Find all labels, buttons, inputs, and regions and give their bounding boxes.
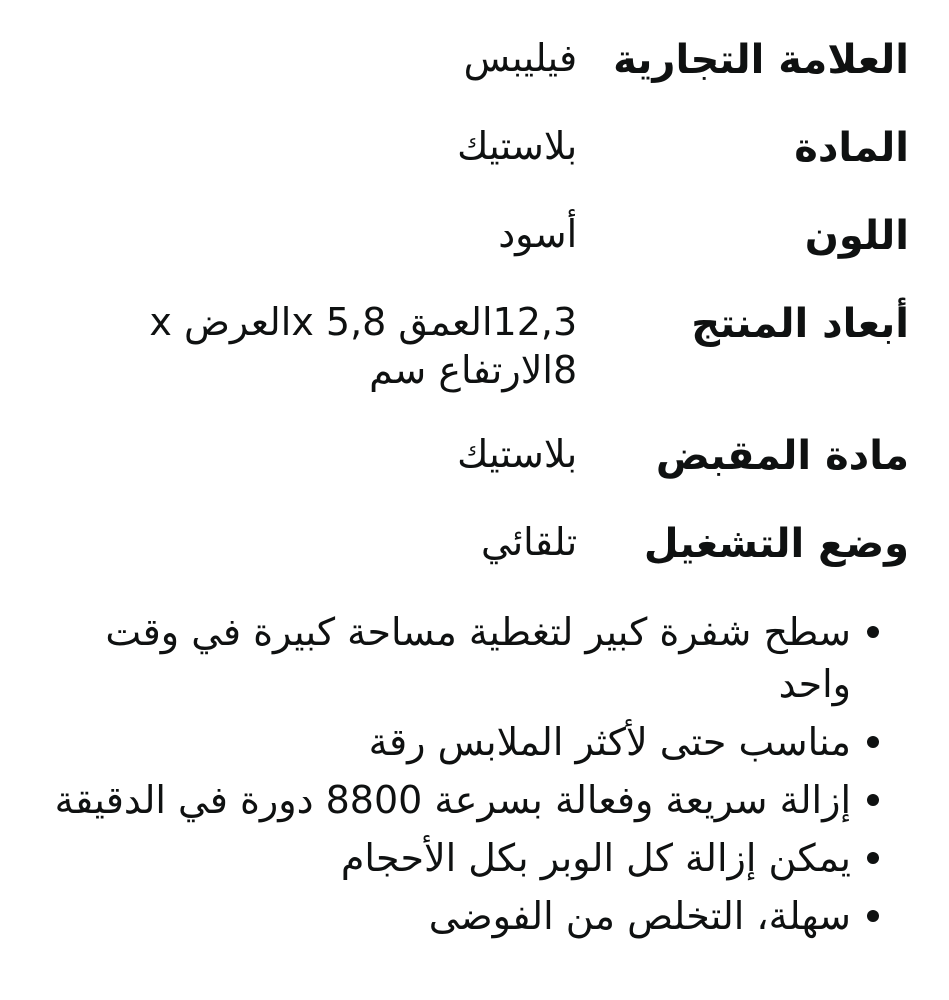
spec-key: العلامة التجارية xyxy=(613,37,909,83)
bullet-text: يمكن إزالة كل الوبر بكل الأحجام xyxy=(340,836,851,880)
bullet-dot-icon xyxy=(867,626,879,638)
spec-key: أبعاد المنتج xyxy=(691,301,909,347)
bullet-text: سطح شفرة كبير لتغطية مساحة كبيرة في وقت واحد xyxy=(105,610,851,706)
spec-value: تلقائي xyxy=(480,520,578,564)
spec-value: بلاستيك xyxy=(457,124,578,168)
spec-value: بلاستيك xyxy=(457,432,578,476)
list-item xyxy=(40,832,879,884)
list-item xyxy=(40,606,879,710)
spec-row-brand xyxy=(107,20,909,106)
feature-bullet-list xyxy=(40,606,909,942)
bullet-dot-icon xyxy=(867,852,879,864)
spec-row-material xyxy=(107,106,909,194)
spec-row-dimensions xyxy=(107,282,909,414)
list-item xyxy=(40,890,879,942)
spec-value: 12,3العمق x 5,8العرض x 8الارتفاع سم xyxy=(149,300,578,392)
bullet-dot-icon xyxy=(867,910,879,922)
spec-row-operation-mode xyxy=(107,502,909,590)
list-item xyxy=(40,716,879,768)
bullet-text: إزالة سريعة وفعالة بسرعة 8800 دورة في الدقيقة xyxy=(54,778,851,822)
spec-key: مادة المقبض xyxy=(655,433,909,479)
bullet-text: مناسب حتى لأكثر الملابس رقة xyxy=(368,720,851,764)
spec-key: المادة xyxy=(794,125,909,171)
bullet-text: سهلة، التخلص من الفوضى xyxy=(428,894,851,938)
spec-row-color xyxy=(107,194,909,282)
product-specs-table xyxy=(107,20,909,590)
spec-key: وضع التشغيل xyxy=(643,521,909,567)
spec-key: اللون xyxy=(804,213,909,259)
bullet-dot-icon xyxy=(867,736,879,748)
spec-value: فيليبس xyxy=(463,36,578,80)
spec-value: أسود xyxy=(498,212,578,256)
spec-row-handle-material xyxy=(107,414,909,502)
bullet-dot-icon xyxy=(867,794,879,806)
list-item xyxy=(40,774,879,826)
